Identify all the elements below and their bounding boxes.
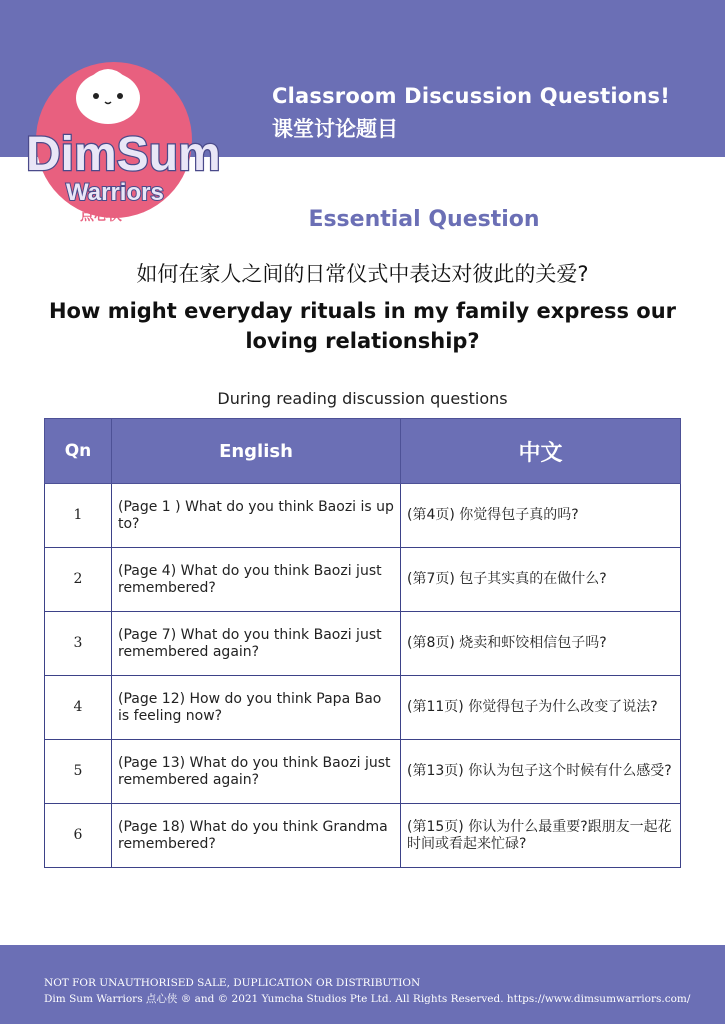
logo-wordmark-zh: 点心侠: [80, 208, 122, 224]
cell-english: (Page 1 ) What do you think Baozi is up to?: [112, 484, 401, 548]
cell-qn: 4: [45, 676, 112, 740]
page-subtitle: 课堂讨论题目: [272, 117, 398, 141]
cell-english: (Page 18) What do you think Grandma remembered?: [112, 804, 401, 868]
cell-chinese: (第15页) 你认为什么最重要?跟朋友一起花时间或看起来忙碌?: [401, 804, 681, 868]
essential-question-label: [0, 207, 700, 232]
discussion-table: [44, 418, 681, 868]
logo-wordmark-main: DimSum: [26, 128, 221, 181]
essential-question-zh: 如何在家人之间的日常仪式中表达对彼此的关爱?: [136, 262, 589, 286]
cell-english: (Page 7) What do you think Baozi just remembered again?: [112, 612, 401, 676]
header-chinese: 中文: [401, 419, 681, 484]
logo-wordmark-sub: Warriors: [66, 179, 164, 206]
essential-question-en: How might everyday rituals in my family express our loving relationship?: [48, 299, 677, 353]
table-row: [45, 612, 681, 676]
cell-chinese: (第7页) 包子其实真的在做什么?: [401, 548, 681, 612]
essential-question-label-text: Essential Question: [308, 207, 540, 232]
cell-chinese: (第11页) 你觉得包子为什么改变了说法?: [401, 676, 681, 740]
table-row: [45, 484, 681, 548]
header-qn: Qn: [45, 419, 112, 484]
header-english: English: [112, 419, 401, 484]
footer-copyright: Dim Sum Warriors 点心侠 ® and © 2021 Yumcha Studios Pte Ltd. All Rights Reserved. https://www.dimsumwarriors.com/: [44, 993, 691, 1005]
table-row: [45, 548, 681, 612]
table-header-row: [45, 419, 681, 484]
logo-graphic: [22, 58, 242, 228]
page-title: Classroom Discussion Questions!: [272, 84, 671, 108]
cell-english: (Page 12) How do you think Papa Bao is feeling now?: [112, 676, 401, 740]
cell-english: (Page 13) What do you think Baozi just remembered again?: [112, 740, 401, 804]
table-row: [45, 740, 681, 804]
cell-chinese: (第4页) 你觉得包子真的吗?: [401, 484, 681, 548]
cell-english: (Page 4) What do you think Baozi just remembered?: [112, 548, 401, 612]
cell-qn: 6: [45, 804, 112, 868]
table-row: [45, 804, 681, 868]
cell-chinese: (第8页) 烧卖和虾饺相信包子吗?: [401, 612, 681, 676]
cell-qn: 1: [45, 484, 112, 548]
cell-qn: 5: [45, 740, 112, 804]
footer-notice: NOT FOR UNAUTHORISED SALE, DUPLICATION OR DISTRIBUTION: [44, 977, 421, 989]
cell-chinese: (第13页) 你认为包子这个时候有什么感受?: [401, 740, 681, 804]
dim-sum-warriors-logo: [22, 58, 242, 228]
table-row: [45, 676, 681, 740]
section-title: During reading discussion questions: [217, 389, 508, 408]
cell-qn: 2: [45, 548, 112, 612]
cell-qn: 3: [45, 612, 112, 676]
